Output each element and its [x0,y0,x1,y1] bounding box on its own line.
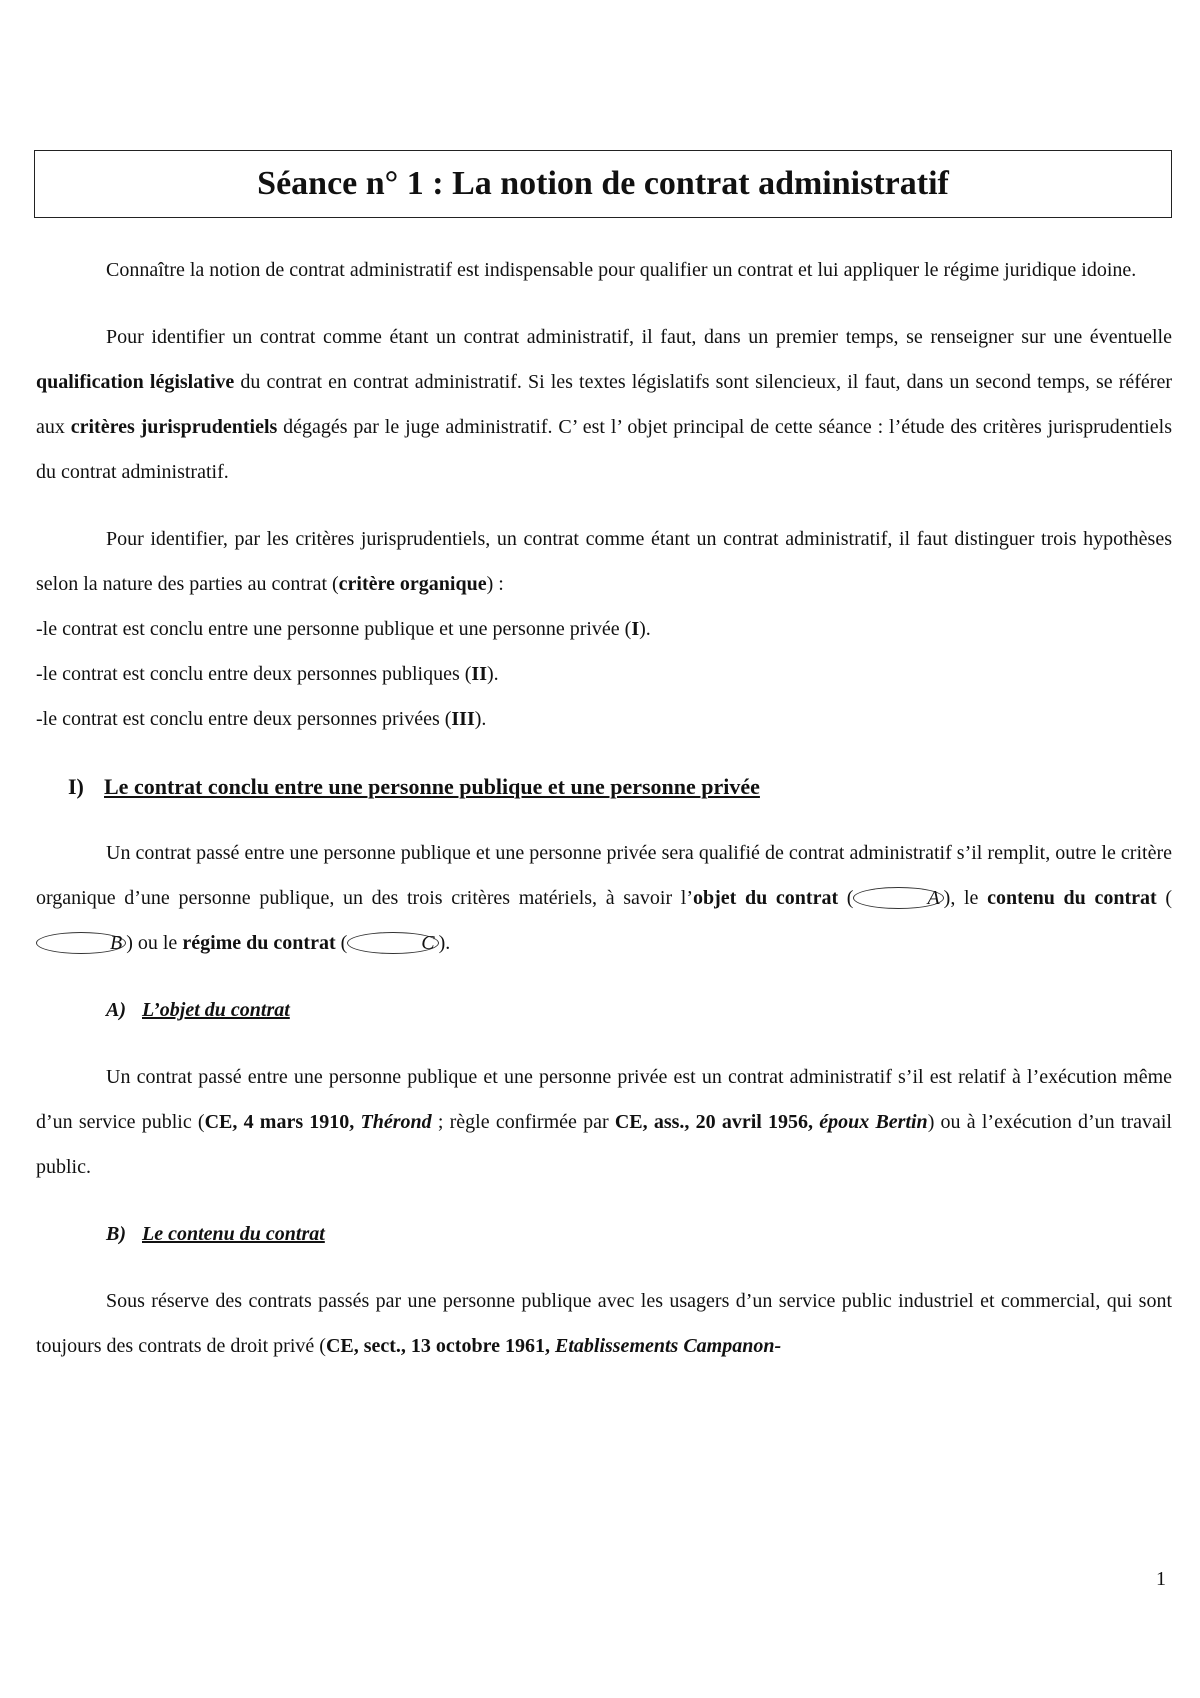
case-name: époux Bertin [819,1111,928,1133]
intro-paragraph-3 [36,517,1172,607]
section-title: Le contrat conclu entre une personne publique et une personne privée [104,774,760,799]
subsection-ref: B [36,932,126,954]
emphasis-text: régime du contrat [182,932,336,954]
body-text: ( [335,932,348,954]
body-text: ( [1156,887,1172,909]
intro-paragraph-2 [36,315,1172,495]
intro-text: Connaître la notion de contrat administratif est indispensable pour qualifier un contrat et lui appliquer le régime juridique idoine. [106,259,1137,281]
emphasis-text: contenu du contrat [987,887,1157,909]
citation-text: CE, ass., 20 avril 1956, [614,1111,820,1133]
intro-text: Pour identifier un contrat comme étant un contrat administratif, il faut, dans un premier temps, se renseigner sur une éventuelle [106,326,1172,348]
body-text: ( [838,887,854,909]
body-text: Sous réserve des contrats passés par une personne publique avec les usagers d’un service public industriel et commercial, qui sont toujours des contrats de droit privé ( [36,1290,1172,1357]
intro-paragraph-1 [36,248,1172,293]
body-text: ), le [943,887,988,909]
intro-text: Pour identifier, par les critères jurisprudentiels, un contrat comme étant un contrat administratif, il faut distinguer trois hypothèses selon la nature des parties au contrat ( [36,528,1172,595]
body-text: ) ou à l’exécution d’un travail public. [36,1111,1172,1178]
emphasis-text: critères jurisprudentiels [70,416,278,438]
subsection-title: L’objet du contrat [142,999,290,1021]
body-text: ). [438,932,451,954]
body-text: Un contrat passé entre une personne publique et une personne privée est un contrat administratif s’il est relatif à l’exécution même d’un service public ( [36,1066,1172,1133]
hypothesis-end: ). [639,618,651,640]
intro-text: dégagés par le juge administratif. C’ est l’ objet principal de cette séance : l’étude des critères jurisprudentiels du contrat administratif. [36,416,1173,483]
hypothesis-end: ). [487,663,499,685]
subsection-heading [106,988,1172,1033]
case-name: Etablissements Campanon- [554,1335,782,1357]
hypothesis-item [36,607,1172,652]
case-name: Thérond [360,1111,432,1133]
subsection-label: A) [106,999,126,1021]
hypothesis-ref: I [631,618,640,640]
hypothesis-text: -le contrat est conclu entre une personne publique et une personne privée ( [36,618,632,640]
hypothesis-text: -le contrat est conclu entre deux personnes privées ( [36,708,452,730]
hypothesis-ref: II [471,663,487,685]
citation-text: CE, 4 mars 1910, [204,1111,361,1133]
page-title: Séance n° 1 : La notion de contrat administratif [257,165,949,202]
section-paragraph [36,831,1172,966]
subsection-paragraph [36,1279,1172,1369]
title-box [34,150,1172,218]
intro-text: ) : [486,573,504,595]
emphasis-text: objet du contrat [693,887,839,909]
hypothesis-item [36,697,1172,742]
document-body [36,248,1172,1369]
emphasis-text: qualification législative [36,371,235,393]
subsection-ref: A [853,887,943,909]
body-text: ) ou le [126,932,183,954]
body-text: ; règle confirmée par [431,1111,615,1133]
subsection-heading [106,1212,1172,1257]
section-heading [68,764,1172,809]
hypothesis-end: ). [474,708,487,730]
hypothesis-item [36,652,1172,697]
citation-text: CE, sect., 13 octobre 1961, [325,1335,555,1357]
emphasis-text: critère organique [338,573,487,595]
subsection-label: B) [106,1223,126,1245]
subsection-paragraph [36,1055,1172,1190]
page-number: 1 [1156,1568,1166,1590]
hypothesis-text: -le contrat est conclu entre deux personnes publiques ( [36,663,472,685]
body-text: Un contrat passé entre une personne publique et une personne privée sera qualifié de contrat administratif s’il remplit, outre le critère organique d’une personne publique, un des trois critères matériels, à savoir l’ [36,842,1172,909]
section-label: I) [68,774,84,799]
intro-text: du contrat en contrat administratif. Si les textes législatifs sont silencieux, il faut, dans un second temps, se référer aux [36,371,1172,438]
subsection-title: Le contenu du contrat [142,1223,325,1245]
subsection-ref: C [347,932,438,954]
hypothesis-ref: III [451,708,475,730]
